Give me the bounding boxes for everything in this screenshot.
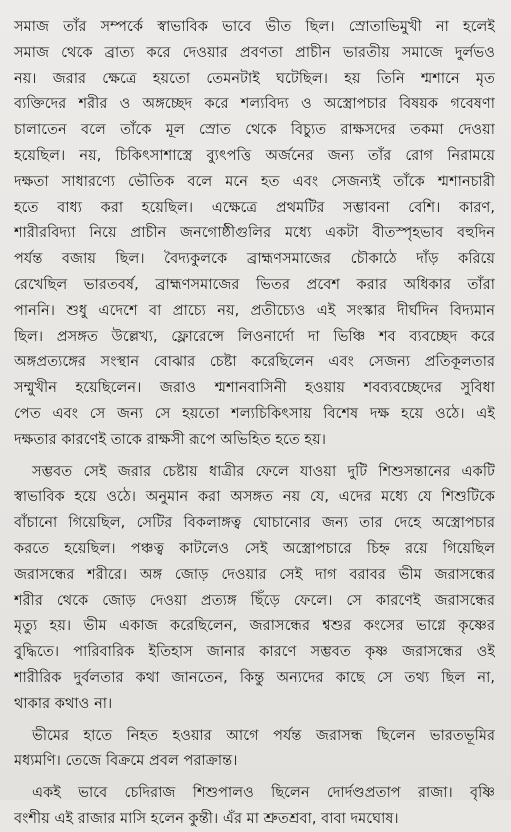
text-line: শারীরবিদ্যা নিয়ে প্রাচীন জনগোষ্ঠীগুলির মধ্যে একটা বীতস্পৃহভাব বহুদিন — [14, 224, 495, 242]
text-line: সম্ভবত সেই জরার চেষ্টায় ধাত্রীর ফেলে যাওয়া দুটি শিশুসন্তানের একটি — [32, 462, 495, 480]
text-line: পর্যন্ত বজায় ছিল। বৈদ্যকুলকে ব্রাহ্মণসমাজের চৌকাঠে দাঁড় করিয়ে — [14, 250, 495, 268]
paragraph — [14, 723, 495, 775]
text-line: চালাতেন বলে তাঁকে মূল স্রোত থেকে বিচ্যুত রাক্ষসদের তকমা দেওয়া — [14, 121, 495, 139]
text-line: দক্ষতা সাধারণ্যে ভৌতিক বলে মনে হত এবং সেজন্যই তাঁকে শ্মশানচারী — [14, 172, 495, 190]
text-line: স্বাভাবিক হয়ে ওঠে। অনুমান করা অসঙ্গত নয় যে, এদের মধ্যে যে শিশুটিকে — [14, 488, 495, 506]
text-line: বংশীয় এই রাজার মাসি হলেন কুন্তী। এঁর মা শ্রুতশ্রবা, বাবা দমঘোষ। — [14, 809, 399, 827]
text-line: নয়। জরার ক্ষেত্রে হয়তো তেমনটাই ঘটেছিল। হয় তিনি শ্মশানে মৃত — [14, 69, 495, 87]
text-line: সমাজ থেকে ব্রাত্য করে দেওয়ার প্রবণতা প্রাচীন ভারতীয় সমাজে দুর্লভও — [14, 43, 495, 61]
text-line: মধ্যমণি। তেজে বিক্রমে প্রবল পরাক্রান্ত। — [14, 752, 238, 770]
text-line: বাঁচানো গিয়েছিল, সেটির বিকলাঙ্গত্ব ঘোচানোর জন্য তার দেহে অস্ত্রোপচার — [14, 514, 495, 532]
text-line: ছিল। প্রসঙ্গত উল্লেখ্য, ফ্লোরেন্সে লিওনার্দো দা ভিঞ্চি শব ব্যবচ্ছেদ করে — [14, 327, 495, 345]
text-line: দক্ষতার কারণেই তাকে রাক্ষসী রূপে অভিহিত হতে হয়। — [14, 430, 326, 448]
text-body — [14, 14, 495, 832]
text-line: পেত এবং সে জন্য সে হয়তো শল্যচিকিৎসায় বিশেষ দক্ষ হয়ে ওঠে। এই — [14, 404, 495, 422]
text-line: হয়েছিল। নয়, চিকিৎসাশাস্ত্রে ব্যুৎপত্তি অর্জনের জন্য তাঁর রোগ নিরাময়ে — [14, 146, 495, 164]
paragraph — [14, 14, 495, 453]
text-line: পাননি। শুধু এদেশে বা প্রাচ্যে নয়, প্রতীচ্যেও এই সংস্কার দীর্ঘদিন বিদ্যমান — [14, 301, 495, 319]
text-line: ব্যক্তিদের শরীর ও অঙ্গচ্ছেদ করে শল্যবিদ্য ও অস্ত্রোপচার বিষয়ক গবেষণা — [14, 95, 495, 113]
text-line: অঙ্গপ্রত্যঙ্গের সংস্থান বোঝার চেষ্টা করেছিলেন এবং সেজন্য প্রতিকূলতার — [14, 353, 495, 371]
text-line: শারীরিক দুর্বলতার কথা জানতেন, কিন্তু অন্যদের কাছে সে তথ্য ছিল না, — [14, 668, 495, 686]
text-line: সম্মুখীন হয়েছিলেন। জরাও শ্মশানবাসিনী হওয়ায় শবব্যবচ্ছেদের সুবিধা — [14, 379, 495, 397]
text-line: একই ভাবে চেদিরাজ শিশুপালও ছিলেন দোর্দণ্ডপ্রতাপ রাজা। বৃষ্ণি — [32, 784, 495, 802]
paragraph — [14, 459, 495, 717]
text-line: রেখেছিল ভারতবর্ষ, ব্রাহ্মণসমাজের ভিতর প্রবেশ করার অধিকার তাঁরা — [14, 275, 495, 293]
text-line: বুদ্ধিতে। পারিবারিক ইতিহাস জানার কারণে সম্ভবত কৃষ্ণ জরাসন্ধের ওই — [14, 643, 495, 661]
text-line: সমাজ তাঁর সম্পর্কে স্বাভাবিক ভাবে ভীত ছিল। স্রোতাভিমুখী না হলেই — [14, 18, 495, 35]
paragraph — [14, 780, 495, 832]
text-line: জরাসন্ধের শরীরে। অঙ্গ জোড় দেওয়ার সেই দাগ বরাবর ভীম জরাসন্ধের — [14, 565, 495, 583]
text-line: থাকার কথাও না। — [14, 694, 113, 712]
text-line: হতে বাধ্য করা হয়েছিল। এক্ষেত্রে প্রথমটির সম্ভাবনা বেশি। কারণ, — [14, 198, 495, 216]
text-line: করতে হয়েছিল। পঞ্চত্ব কাটলেও সেই অস্ত্রোপচারে চিহ্ন রয়ে গিয়েছিল — [14, 539, 495, 557]
text-line: মৃত্যু হয়। ভীম একাজ করেছিলেন, জরাসন্ধের শ্বশুর কংসের ভাগ্নে কৃষ্ণের — [14, 617, 495, 635]
text-line: ভীমের হাতে নিহত হওয়ার আগে পর্যন্ত জরাসন্ধ ছিলেন ভারতভূমির — [32, 726, 495, 744]
text-line: শরীর থেকে জোড় দেওয়া প্রত্যঙ্গ ছিঁড়ে ফেলে। সে কারণেই জরাসন্ধের — [14, 591, 495, 609]
